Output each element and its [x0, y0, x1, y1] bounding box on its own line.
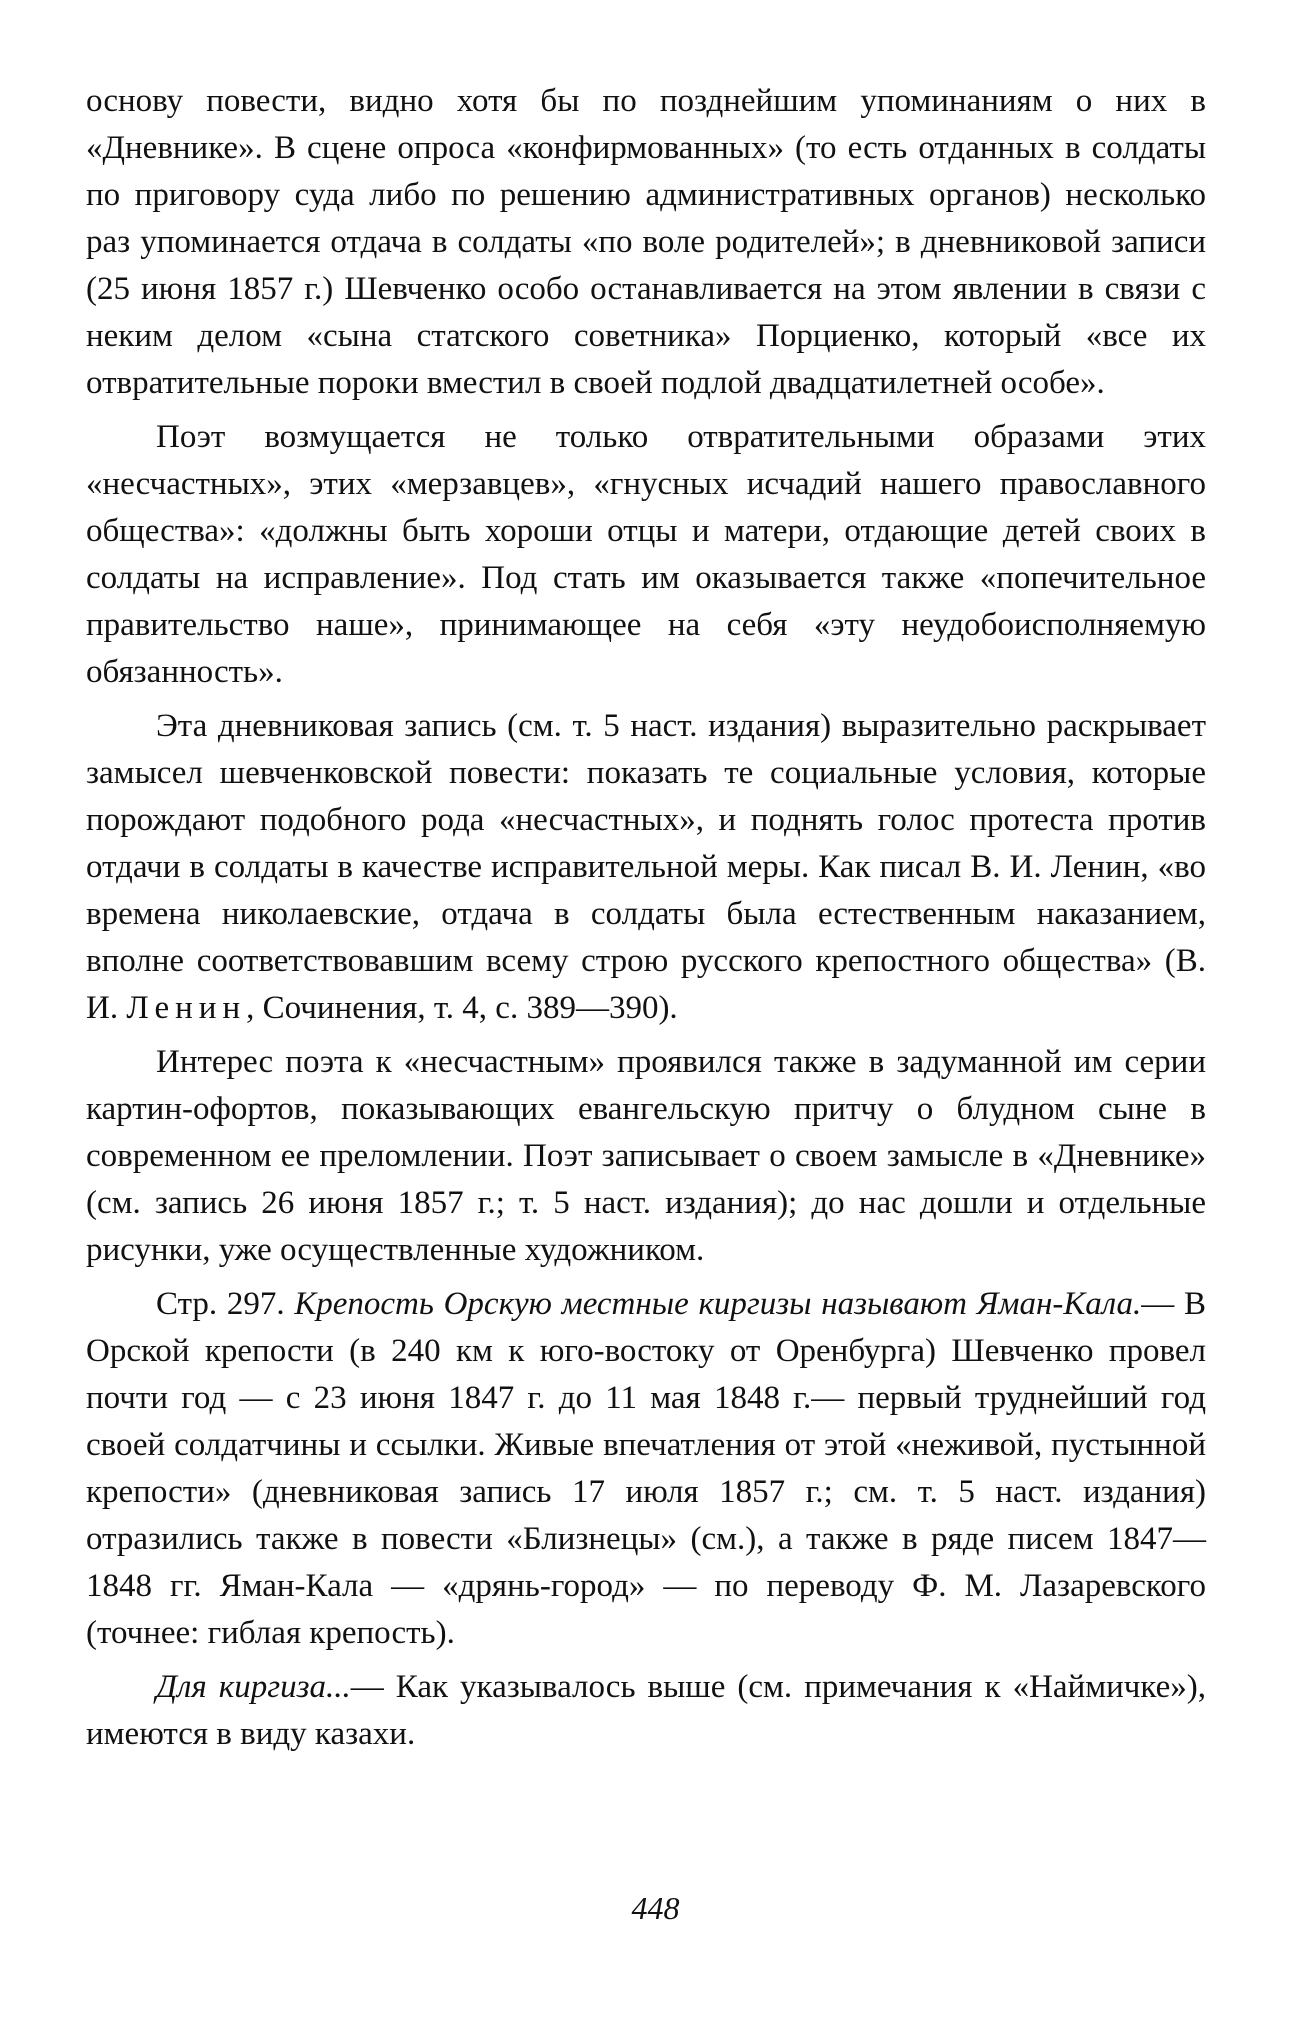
document-page: [86, 78, 1206, 1765]
paragraph-3: [86, 703, 1206, 1032]
paragraph-1: основу повести, видно хотя бы по позднейшим упоминаниям о них в «Дневнике». В сцене опроса «конфирмованных» (то есть отданных в солдаты по приговору суда либо по решению административных органов) несколько раз упоминается отдача в солдаты «по воле родителей»; в дневниковой записи (25 июня 1857 г.) Шевченко особо останавливается на этом явлении в связи с неким делом «сына статского советника» Порциенко, который «все их отвратительные пороки вместил в своей подлой двадцатилетней особе».: [86, 83, 1206, 401]
paragraph-5-text: — В Орской крепости (в 240 км к юго-востоку от Оренбурга) Шевченко провел почти год — с 23 июня 1847 г. до 11 мая 1848 г.— первый труднейший год своей солдатчины и ссылки. Живые впечатления от этой «неживой, пустынной крепости» (дневниковая запись 17 июля 1857 г.; см. т. 5 наст. издания) отразились также в повести «Близнецы» (см.), а также в ряде писем 1847—1848 гг. Яман-Кала — «дрянь-город» — по переводу Ф. М. Лазаревского (точнее: гиблая крепость).: [86, 1286, 1207, 1651]
quoted-lemma-2: Для киргиза...: [156, 1669, 351, 1705]
author-name-spaced: Ленин: [126, 990, 247, 1026]
paragraph-5: [86, 1281, 1206, 1657]
page-number: 448: [631, 1890, 680, 1926]
paragraph-2: Поэт возмущается не только отвратительными образами этих «несчастных», этих «мерзавцев», «гнусных исчадий нашего православного общества»: «должны быть хороши отцы и матери, отдающие детей своих в солдаты на исправление». Под стать им оказывается также «попечительное правительство наше», принимающее на себя «эту неудобоисполняемую обязанность».: [86, 419, 1206, 690]
quoted-lemma: Крепость Орскую местные киргизы называют Яман-Кала.: [294, 1286, 1142, 1322]
paragraph-6-text: — Как указывалось выше (см. примечания к «Наймичке»), имеются в виду казахи.: [86, 1669, 1206, 1752]
paragraph-3-text: Эта дневниковая запись (см. т. 5 наст. издания) выразительно раскрывает замысел шевченковской повести: показать те социальные условия, которые порождают подобного рода «несчастных», и поднять голос протеста против отдачи в солдаты в качестве исправительной меры. Как писал В. И. Ленин, «во времена николаевские, отдача в солдаты была естественным наказанием, вполне соответствовавшим всему строю русского крепостного общества» (В. И.: [86, 708, 1206, 1026]
paragraph-6: [86, 1664, 1206, 1758]
paragraph-3-tail: , Сочинения, т. 4, с. 389—390).: [246, 990, 678, 1026]
page-reference: Стр. 297.: [156, 1286, 285, 1322]
paragraph-4: Интерес поэта к «несчастным» проявился также в задуманной им серии картин-офортов, показывающих евангельскую притчу о блудном сыне в современном ее преломлении. Поэт записывает о своем замысле в «Дневнике» (см. запись 26 июня 1857 г.; т. 5 наст. издания); до нас дошли и отдельные рисунки, уже осуществленные художником.: [86, 1044, 1206, 1268]
